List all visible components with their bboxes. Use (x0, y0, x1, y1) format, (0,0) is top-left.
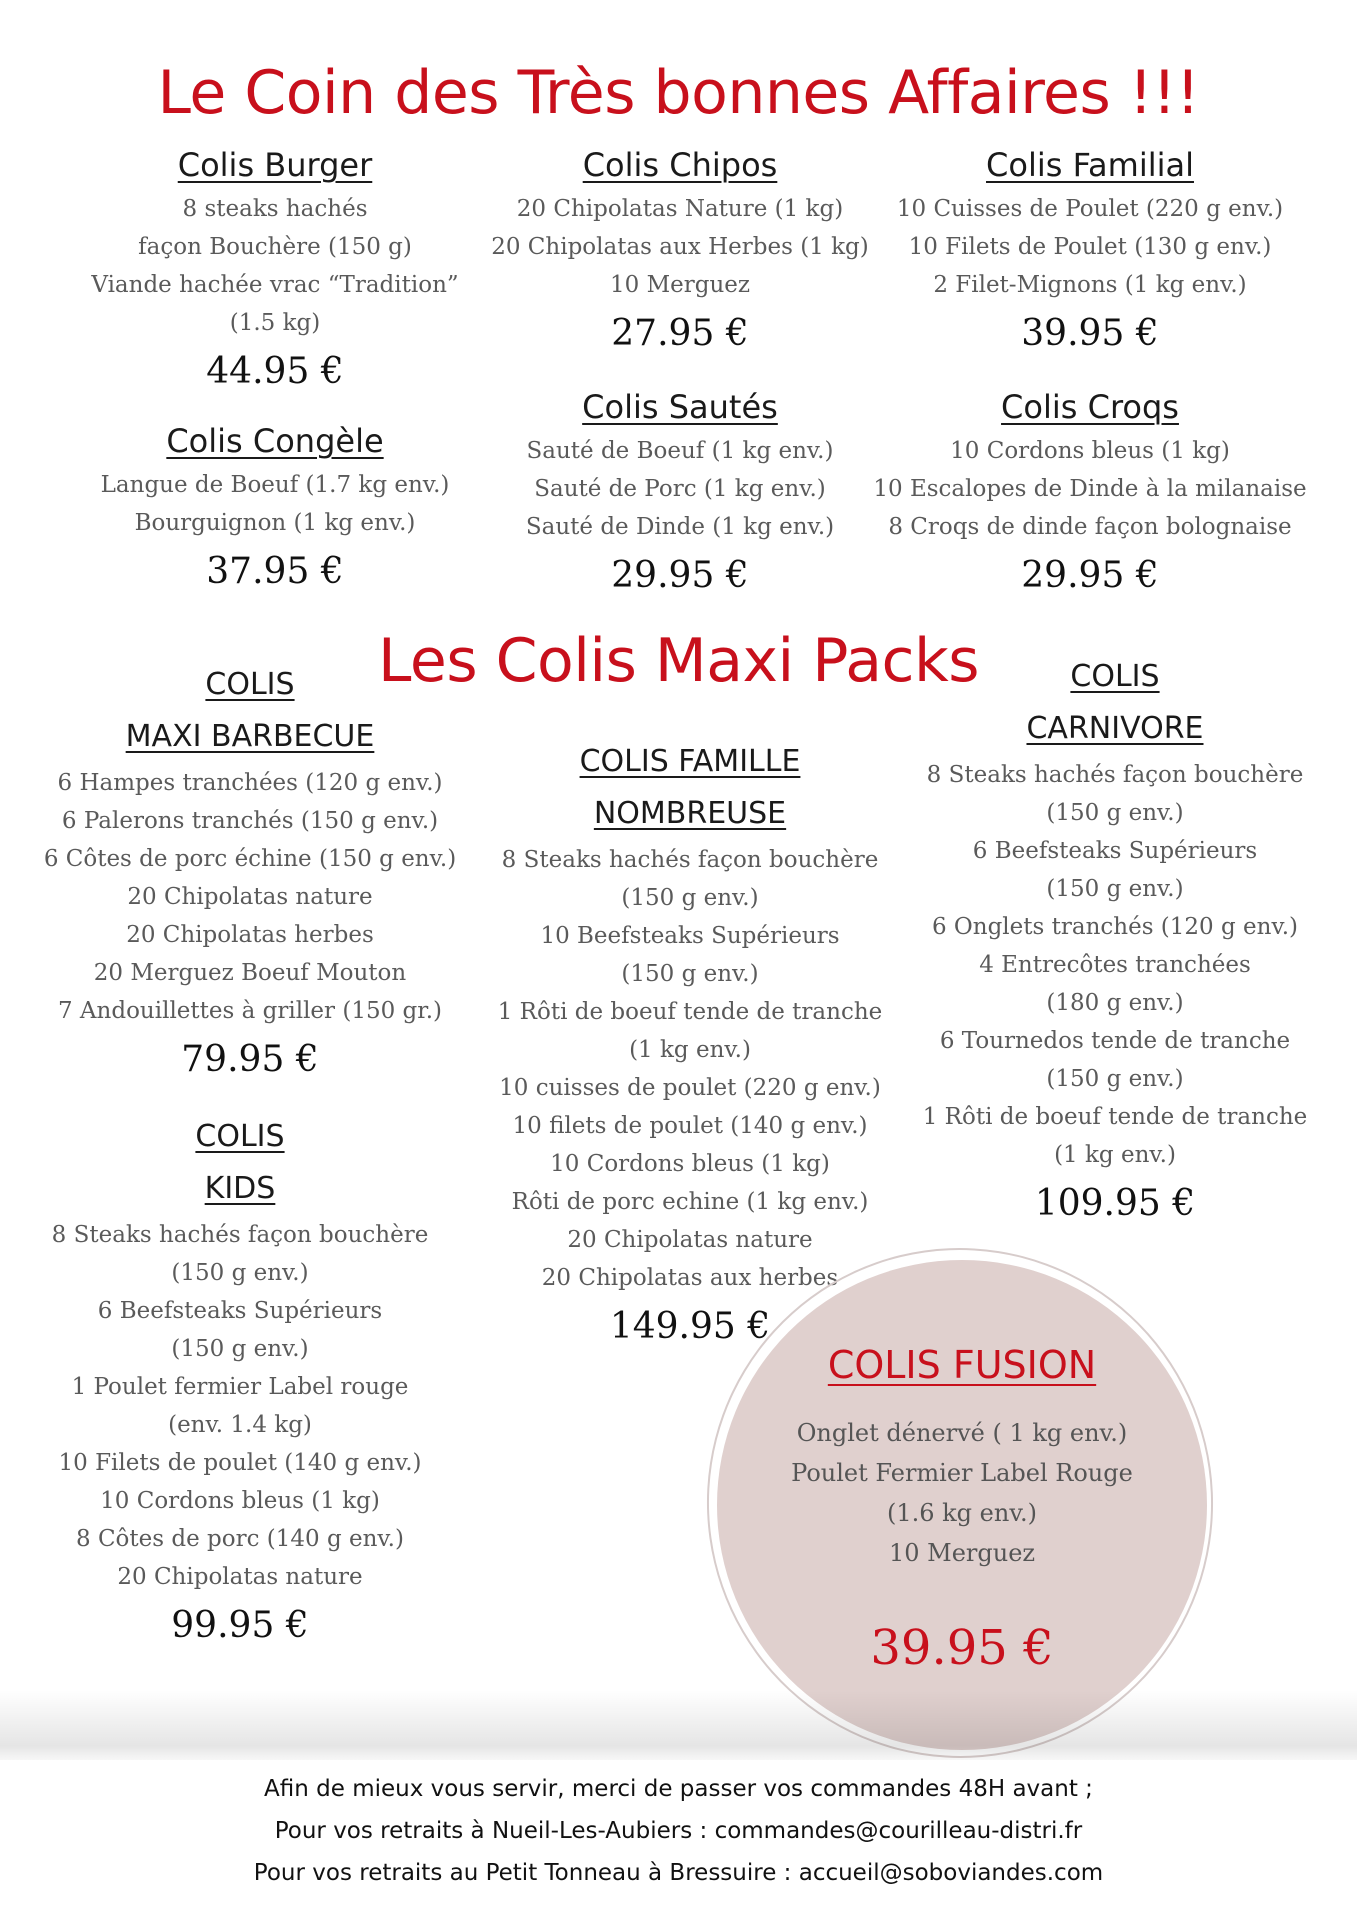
colis-congele (60, 418, 490, 598)
colis-name: KIDS (204, 1171, 276, 1206)
colis-line: (150 g env.) (1046, 876, 1184, 902)
colis-line: 8 steaks hachés (182, 196, 368, 222)
colis-sautes (480, 384, 880, 602)
colis-line: (150 g env.) (171, 1260, 309, 1286)
colis-name: Colis Chipos (582, 146, 778, 184)
colis-line: Rôti de porc echine (1 kg env.) (511, 1189, 869, 1215)
colis-line: 10 Filets de Poulet (130 g env.) (908, 234, 1272, 260)
colis-line: 10 cuisses de poulet (220 g env.) (499, 1075, 881, 1101)
colis-line: 8 Croqs de dinde façon bolognaise (888, 514, 1292, 540)
colis-name: Colis Familial (986, 146, 1194, 184)
colis-name: Colis Congèle (166, 422, 384, 460)
colis-line: 1 Rôti de boeuf tende de tranche (922, 1104, 1308, 1130)
colis-line: 20 Merguez Boeuf Mouton (93, 960, 407, 986)
colis-price: 79.95 € (181, 1039, 319, 1080)
colis-line: 20 Chipolatas nature (567, 1227, 813, 1253)
colis-name: Colis Sautés (582, 388, 778, 426)
colis-line: 6 Tournedos tende de tranche (939, 1028, 1291, 1054)
colis-line: (1.5 kg) (229, 310, 321, 336)
colis-line: 8 Steaks hachés façon bouchère (501, 847, 879, 873)
colis-name: CARNIVORE (1026, 711, 1204, 746)
colis-line: 10 Beefsteaks Supérieurs (540, 923, 840, 949)
colis-price: 27.95 € (611, 313, 749, 354)
colis-line: 10 Cordons bleus (1 kg) (100, 1488, 380, 1514)
colis-line: (1 kg env.) (1054, 1142, 1176, 1168)
colis-line: Sauté de Boeuf (1 kg env.) (526, 438, 834, 464)
colis-line: 6 Côtes de porc échine (150 g env.) (43, 846, 457, 872)
section-title: Les Colis Maxi Packs (378, 626, 979, 696)
colis-line: Bourguignon (1 kg env.) (134, 510, 416, 536)
colis-price: 99.95 € (171, 1605, 309, 1646)
colis-line: 6 Onglets tranchés (120 g env.) (931, 914, 1299, 940)
colis-line: 10 filets de poulet (140 g env.) (512, 1113, 868, 1139)
colis-line: 10 Cordons bleus (1 kg) (550, 1151, 830, 1177)
colis-line: 10 Merguez (610, 272, 750, 298)
colis-name: COLIS (195, 1119, 285, 1154)
colis-price: 29.95 € (1021, 555, 1159, 596)
colis-croqs (870, 384, 1310, 602)
colis-line: (150 g env.) (621, 885, 759, 911)
colis-name: Colis Croqs (1001, 388, 1179, 426)
colis-carnivore (900, 652, 1330, 1230)
colis-line: 1 Poulet fermier Label rouge (71, 1374, 409, 1400)
colis-line: (150 g env.) (171, 1336, 309, 1362)
colis-name: Colis Burger (177, 146, 373, 184)
colis-line: 7 Andouillettes à griller (150 gr.) (57, 998, 443, 1024)
colis-price: 37.95 € (206, 551, 344, 592)
colis-line: 20 Chipolatas aux Herbes (1 kg) (491, 234, 869, 260)
colis-kids (30, 1112, 450, 1652)
colis-line: 2 Filet-Mignons (1 kg env.) (933, 272, 1247, 298)
colis-line: 10 Filets de poulet (140 g env.) (58, 1450, 422, 1476)
colis-name: NOMBREUSE (593, 796, 787, 831)
colis-name: COLIS FUSION (827, 1343, 1097, 1387)
colis-line: Sauté de Dinde (1 kg env.) (525, 514, 835, 540)
footer-line: Afin de mieux vous servir, merci de passer vos commandes 48H avant ; (264, 1776, 1093, 1802)
colis-line: (150 g env.) (1046, 1066, 1184, 1092)
colis-line: (150 g env.) (621, 961, 759, 987)
colis-line: 8 Steaks hachés façon bouchère (51, 1222, 429, 1248)
colis-line: Viande hachée vrac “Tradition” (91, 272, 459, 298)
colis-line: Onglet dénervé ( 1 kg env.) (796, 1419, 1128, 1447)
colis-line: façon Bouchère (150 g) (138, 234, 412, 260)
colis-price: 29.95 € (611, 555, 749, 596)
colis-familial (880, 142, 1300, 360)
colis-line: (180 g env.) (1046, 990, 1184, 1016)
colis-price: 149.95 € (609, 1306, 771, 1347)
colis-line: (150 g env.) (1046, 800, 1184, 826)
footer (0, 1768, 1357, 1894)
colis-line: 10 Cuisses de Poulet (220 g env.) (896, 196, 1284, 222)
colis-fusion (717, 1335, 1207, 1683)
colis-line: Poulet Fermier Label Rouge (791, 1459, 1133, 1487)
footer-shadow (0, 1690, 1357, 1760)
colis-line: 10 Merguez (888, 1539, 1036, 1567)
colis-line: 8 Côtes de porc (140 g env.) (76, 1526, 404, 1552)
colis-burger (60, 142, 490, 398)
colis-line: 20 Chipolatas aux herbes (541, 1265, 839, 1291)
colis-line: Sauté de Porc (1 kg env.) (534, 476, 826, 502)
colis-line: (1 kg env.) (629, 1037, 751, 1063)
colis-line: 6 Beefsteaks Supérieurs (97, 1298, 383, 1324)
colis-line: 6 Hampes tranchées (120 g env.) (57, 770, 443, 796)
colis-name: MAXI BARBECUE (125, 719, 375, 754)
colis-line: 6 Beefsteaks Supérieurs (972, 838, 1258, 864)
colis-line: 1 Rôti de boeuf tende de tranche (497, 999, 883, 1025)
colis-line: 10 Cordons bleus (1 kg) (950, 438, 1230, 464)
colis-price: 39.95 € (1021, 313, 1159, 354)
footer-line: Pour vos retraits à Nueil-Les-Aubiers : commandes@courilleau-distri.fr (274, 1818, 1083, 1844)
colis-line: (env. 1.4 kg) (168, 1412, 312, 1438)
colis-line: Langue de Boeuf (1.7 kg env.) (100, 472, 450, 498)
colis-line: 20 Chipolatas Nature (1 kg) (516, 196, 844, 222)
colis-line: (1.6 kg env.) (886, 1499, 1038, 1527)
colis-price: 109.95 € (1034, 1183, 1196, 1224)
colis-price: 44.95 € (206, 351, 344, 392)
colis-line: 6 Palerons tranchés (150 g env.) (61, 808, 439, 834)
colis-price: 39.95 € (870, 1620, 1054, 1676)
footer-line: Pour vos retraits au Petit Tonneau à Bressuire : accueil@soboviandes.com (253, 1860, 1104, 1886)
colis-line: 20 Chipolatas nature (117, 1564, 363, 1590)
colis-famille-nombreuse (480, 737, 900, 1353)
colis-line: 10 Escalopes de Dinde à la milanaise (873, 476, 1307, 502)
colis-name: COLIS (205, 667, 295, 702)
page-title: Le Coin des Très bonnes Affaires !!! (157, 58, 1200, 128)
colis-line: 8 Steaks hachés façon bouchère (926, 762, 1304, 788)
colis-name: COLIS (1070, 659, 1160, 694)
colis-line: 20 Chipolatas herbes (126, 922, 374, 948)
colis-line: 20 Chipolatas nature (127, 884, 373, 910)
colis-chipos (480, 142, 880, 360)
colis-line: 4 Entrecôtes tranchées (979, 952, 1251, 978)
colis-maxi-barbecue (40, 660, 460, 1086)
colis-name: COLIS FAMILLE (579, 744, 801, 779)
